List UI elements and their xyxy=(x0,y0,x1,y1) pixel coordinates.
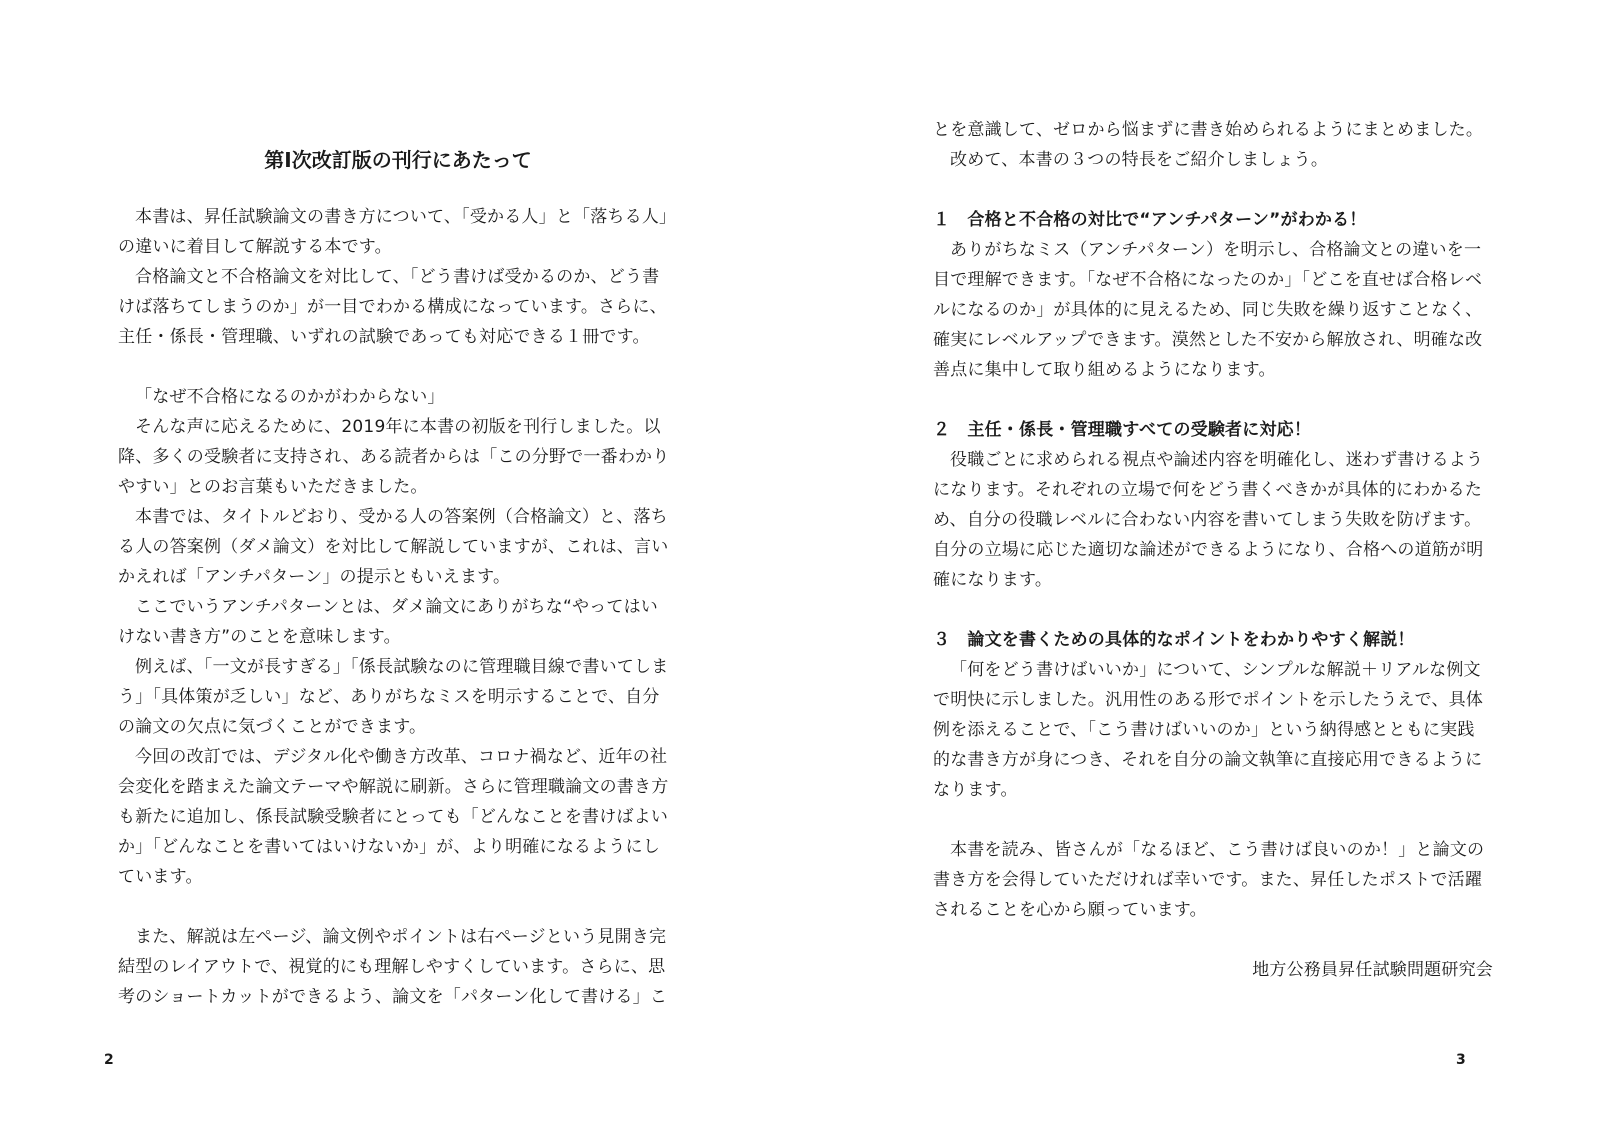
text-line: 改めて、本書の３つの特長をご紹介しましょう。 xyxy=(950,150,1329,170)
blank-line xyxy=(118,892,678,922)
page-number: 2 xyxy=(104,1052,114,1068)
text-line: 考のショートカットができるよう、論文を「パターン化して書ける」こ xyxy=(118,987,668,1007)
text-line: 確実にレベルアップできます。漠然とした不安から解放され、明確な改 xyxy=(933,330,1483,350)
text-line: ありがちなミス（アンチパターン）を明示し、合格論文との違いを一 xyxy=(950,240,1482,260)
text-line: 本書では、タイトルどおり、受かる人の答案例（合格論文）と、落ち xyxy=(135,507,668,527)
text-line: けない書き方”のことを意味します。 xyxy=(118,627,401,647)
text-line: 主任・係長・管理職、いずれの試験であっても対応できる１冊です。 xyxy=(118,327,650,347)
text-line: されることを心から願っています。 xyxy=(933,900,1207,920)
text-line: 自分の立場に応じた適切な論述ができるようになり、合格への道筋が明 xyxy=(933,540,1484,560)
text-line: ルになるのか」が具体的に見えるため、同じ失敗を繰り返すことなく、 xyxy=(933,300,1483,320)
text-line: 降、多くの受験者に支持され、ある読者からは「この分野で一番わかり xyxy=(118,447,670,467)
blank-line xyxy=(933,595,1493,625)
author-signature: 地方公務員昇任試験問題研究会 xyxy=(1252,960,1493,980)
text-line: 会変化を踏まえた論文テーマや解説に刷新。さらに管理職論文の書き方 xyxy=(118,777,669,797)
text-line: また、解説は左ページ、論文例やポイントは右ページという見開き完 xyxy=(135,927,667,947)
text-line: め、自分の役職レベルに合わない内容を書いてしまう失敗を防げます。 xyxy=(933,510,1482,530)
text-line: 結型のレイアウトで、視覚的にも理解しやすくしています。さらに、思 xyxy=(118,957,666,977)
text-line: 例えば、「一文が長すぎる」「係長試験なのに管理職目線で書いてしま xyxy=(135,657,669,677)
text-line: 確になります。 xyxy=(933,570,1053,590)
left-body-text xyxy=(118,202,678,1012)
text-line: やすい」とのお言葉もいただきました。 xyxy=(118,477,428,497)
text-line: そんな声に応えるために、2019年に本書の初版を刊行しました。以 xyxy=(135,417,661,437)
text-line: も新たに追加し、係長試験受験者にとっても「どんなことを書けばよい xyxy=(118,807,669,827)
text-line: ここでいうアンチパターンとは、ダメ論文にありがちな“やってはい xyxy=(135,597,658,617)
text-line: 例を添えることで、「こう書けばいいのか」という納得感とともに実践 xyxy=(933,720,1475,740)
blank-line xyxy=(933,805,1493,835)
text-line: 役職ごとに求められる視点や論述内容を明確化し、迷わず書けるよう xyxy=(950,450,1484,470)
right-page xyxy=(800,0,1600,1130)
blank-line xyxy=(933,175,1493,205)
text-line: の論文の欠点に気づくことができます。 xyxy=(118,717,427,737)
section-heading: １ 合格と不合格の対比で“アンチパターン”がわかる！ xyxy=(933,210,1367,230)
text-line: かえれば「アンチパターン」の提示ともいえます。 xyxy=(118,567,511,587)
blank-line xyxy=(118,352,678,382)
text-line: 「なぜ不合格になるのかがわからない」 xyxy=(135,387,445,407)
text-line: なります。 xyxy=(933,780,1018,800)
text-line: 「何をどう書けばいいか」について、シンプルな解説＋リアルな例文 xyxy=(950,660,1481,680)
text-line: の違いに着目して解説する本です。 xyxy=(118,237,392,257)
section-heading: ３ 論文を書くための具体的なポイントをわかりやすく解説！ xyxy=(933,630,1415,650)
right-body-text xyxy=(933,115,1493,985)
text-line: になります。それぞれの立場で何をどう書くべきかが具体的にわかるた xyxy=(933,480,1483,500)
section-heading: ２ 主任・係長・管理職すべての受験者に対応！ xyxy=(933,420,1312,440)
text-line: う」「具体策が乏しい」など、ありがちなミスを明示することで、自分 xyxy=(118,687,660,707)
text-line: 合格論文と不合格論文を対比して、「どう書けば受かるのか、どう書 xyxy=(135,267,660,287)
text-line: 的な書き方が身につき、それを自分の論文執筆に直接応用できるように xyxy=(933,750,1483,770)
text-line: ています。 xyxy=(118,867,203,887)
blank-line xyxy=(933,385,1493,415)
text-line: で明快に示しました。汎用性のある形でポイントを示したうえで、具体 xyxy=(933,690,1484,710)
text-line: る人の答案例（ダメ論文）を対比して解説していますが、これは、言い xyxy=(118,537,669,557)
text-line: か」「どんなことを書いてはいけないか」が、より明確になるようにし xyxy=(118,837,660,857)
page-title: 第Ⅰ次改訂版の刊行にあたって xyxy=(264,148,532,172)
text-line: 目で理解できます。「なぜ不合格になったのか」「どこを直せば合格レベ xyxy=(933,270,1483,290)
text-line: 本書は、昇任試験論文の書き方について、「受かる人」と「落ちる人」 xyxy=(135,207,677,227)
page-number: 3 xyxy=(1456,1052,1466,1068)
text-line: 今回の改訂では、デジタル化や働き方改革、コロナ禍など、近年の社 xyxy=(135,747,668,767)
text-line: 善点に集中して取り組めるようになります。 xyxy=(933,360,1276,380)
text-line: とを意識して、ゼロから悩まずに書き始められるようにまとめました。 xyxy=(933,120,1484,140)
blank-line xyxy=(933,925,1493,955)
text-line: けば落ちてしまうのか」が一目でわかる構成になっています。さらに、 xyxy=(118,297,667,317)
text-line: 書き方を会得していただければ幸いです。また、昇任したポストで活躍 xyxy=(933,870,1483,890)
text-line: 本書を読み、皆さんが「なるほど、こう書けば良いのか！」と論文の xyxy=(950,840,1485,860)
